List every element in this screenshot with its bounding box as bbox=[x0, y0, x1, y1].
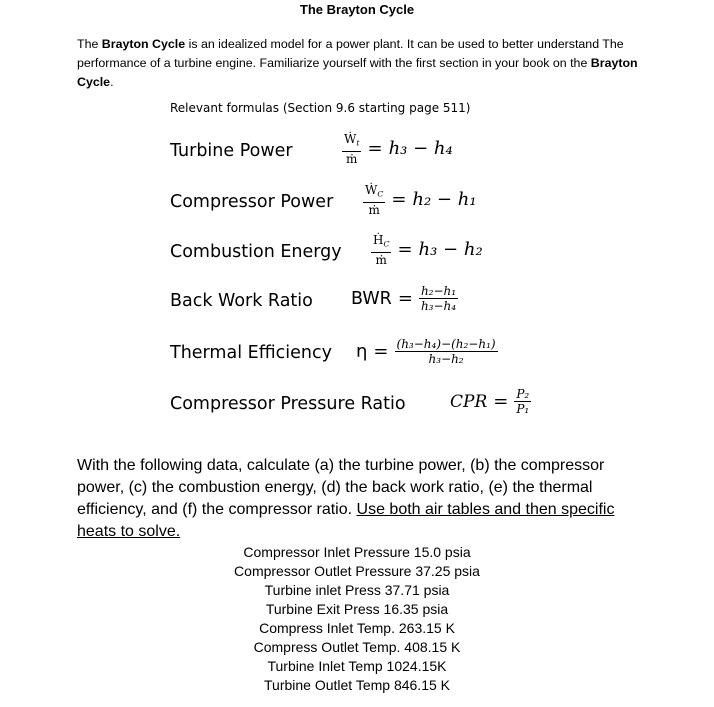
formula-symbol: CPR bbox=[450, 391, 488, 412]
intro-text-3: . bbox=[110, 75, 114, 89]
formula-rhs: h₂ − h₁ bbox=[412, 189, 477, 211]
formula-symbol: η bbox=[356, 341, 368, 362]
intro-bold-2: Brayton Cycle bbox=[77, 56, 638, 89]
formula-expression: CPR = $\frac{\text{P₂}}{\text{P₁}}$ bbox=[450, 387, 530, 416]
formula-expression: $\frac{Ẇ_C}{\text{ṁ}}$ = h₂ − h₁ bbox=[365, 183, 477, 217]
prompt-text: With the following data, calculate (a) the turbine power, (b) the compressor power, (c) the combustion energy, (d) the back work ratio, (e) the thermal efficiency, and (f) the compressor ratio. bbox=[77, 457, 605, 518]
formula-expression: $\frac{Ẇ_t}{\text{ṁ}}$ = h₃ − h₄ bbox=[344, 132, 453, 166]
data-line: Compress Outlet Temp. 408.15 K bbox=[253, 639, 461, 655]
given-data-list bbox=[0, 543, 714, 695]
formula-expression: $\frac{Ḣ_C}{\text{ṁ}}$ = h₃ − h₂ bbox=[373, 233, 483, 267]
intro-paragraph bbox=[77, 35, 677, 92]
formula-name: Thermal Efficiency bbox=[170, 343, 332, 363]
data-line: Turbine Inlet Temp 1024.15K bbox=[267, 658, 447, 674]
formula-expression: BWR = $\frac{\text{h₂−h₁}}{\text{h₃−h₄}}$ bbox=[351, 284, 457, 313]
intro-text-1: The bbox=[77, 37, 102, 51]
problem-prompt bbox=[77, 455, 647, 543]
data-line: Compressor Outlet Pressure 37.25 psia bbox=[234, 563, 480, 579]
formulas-label: Relevant formulas (Section 9.6 starting page 511) bbox=[170, 101, 471, 115]
formula-rhs: h₃ − h₂ bbox=[418, 239, 483, 261]
formula-name: Combustion Energy bbox=[170, 242, 342, 262]
formula-name: Compressor Power bbox=[170, 192, 334, 212]
formula-rhs: h₃ − h₄ bbox=[388, 138, 453, 160]
formula-name: Back Work Ratio bbox=[170, 291, 313, 311]
data-line: Compress Inlet Temp. 263.15 K bbox=[259, 620, 455, 636]
formula-expression: η = $\frac{\text{(h₃−h₄)−(h₂−h₁)}}{\text{h₃−h₂}}$ bbox=[356, 337, 496, 366]
intro-bold-1: Brayton Cycle bbox=[101, 37, 186, 51]
formula-name: Compressor Pressure Ratio bbox=[170, 394, 406, 414]
document-title: The Brayton Cycle bbox=[299, 2, 415, 17]
data-line: Turbine Exit Press 16.35 psia bbox=[265, 601, 449, 617]
data-line: Turbine inlet Press 37.71 psia bbox=[264, 582, 450, 598]
data-line: Turbine Outlet Temp 846.15 K bbox=[264, 677, 450, 693]
intro-text-2: is an idealized model for a power plant. It can be used to better understand The performance of a turbine engine. Familiarize yourself with the first section in your book on the bbox=[77, 37, 624, 70]
formula-name: Turbine Power bbox=[170, 141, 293, 161]
data-line: Compressor Inlet Pressure 15.0 psia bbox=[243, 544, 471, 560]
formula-symbol: BWR bbox=[351, 288, 392, 309]
prompt-instruction: Use both air tables and then specific heats to solve. bbox=[77, 501, 615, 540]
